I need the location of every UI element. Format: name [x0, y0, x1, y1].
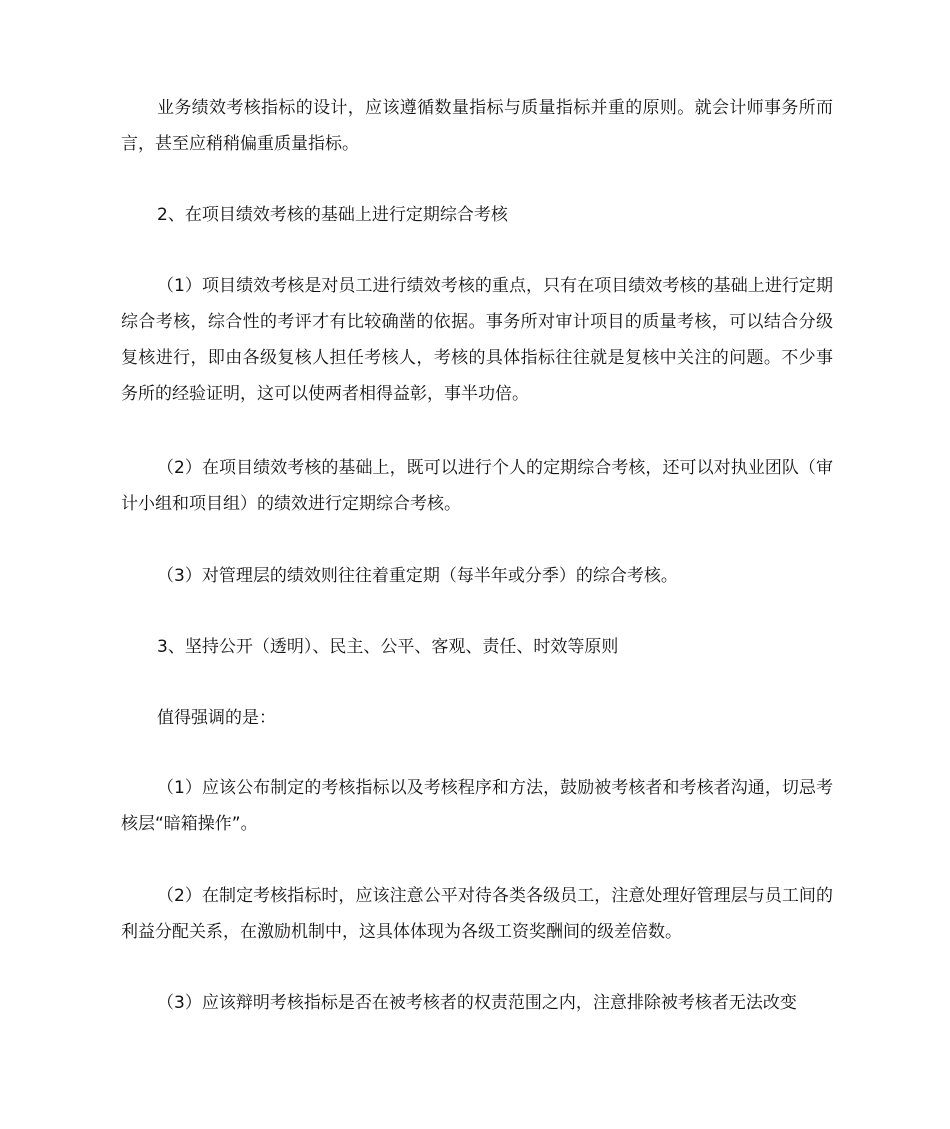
paragraph-fair-treatment-2: （2）在制定考核指标时，应该注意公平对待各类各级员工，注意处理好管理层与员工间的利益分配关系，在激励机制中，这具体体现为各级工资奖酬间的级差倍数。	[121, 886, 833, 942]
heading-periodic-assessment: 2、在项目绩效考核的基础上进行定期综合考核	[157, 205, 508, 225]
paragraph-responsibility-scope-3: （3）应该辩明考核指标是否在被考核者的权责范围之内，注意排除被考核者无法改变	[157, 993, 797, 1013]
paragraph-project-assessment-2: （2）在项目绩效考核的基础上，既可以进行个人的定期综合考核，还可以对执业团队（审计小组和项目组）的绩效进行定期综合考核。	[121, 458, 833, 514]
paragraph-emphasis-intro: 值得强调的是：	[157, 708, 276, 728]
paragraph-project-assessment-1: （1）项目绩效考核是对员工进行绩效考核的重点，只有在项目绩效考核的基础上进行定期综合考核，综合性的考评才有比较确凿的依据。事务所对审计项目的质量考核，可以结合分级复核进行，即由各级复核人担任考核人，考核的具体指标往往就是复核中关注的问题。不少事务所的经验证明，这可以使两者相得益彰，事半功倍。	[121, 276, 833, 404]
paragraph-management-assessment-3: （3）对管理层的绩效则往往着重定期（每半年或分季）的综合考核。	[157, 566, 678, 586]
heading-principles: 3、坚持公开（透明）、民主、公平、客观、责任、时效等原则	[157, 637, 619, 657]
paragraph-quality-indicators: 业务绩效考核指标的设计，应该遵循数量指标与质量指标并重的原则。就会计师事务所而言，甚至应稍稍偏重质量指标。	[121, 98, 833, 154]
paragraph-publish-indicators-1: （1）应该公布制定的考核指标以及考核程序和方法，鼓励被考核者和考核者沟通，切忌考核层“暗箱操作”。	[121, 778, 833, 834]
